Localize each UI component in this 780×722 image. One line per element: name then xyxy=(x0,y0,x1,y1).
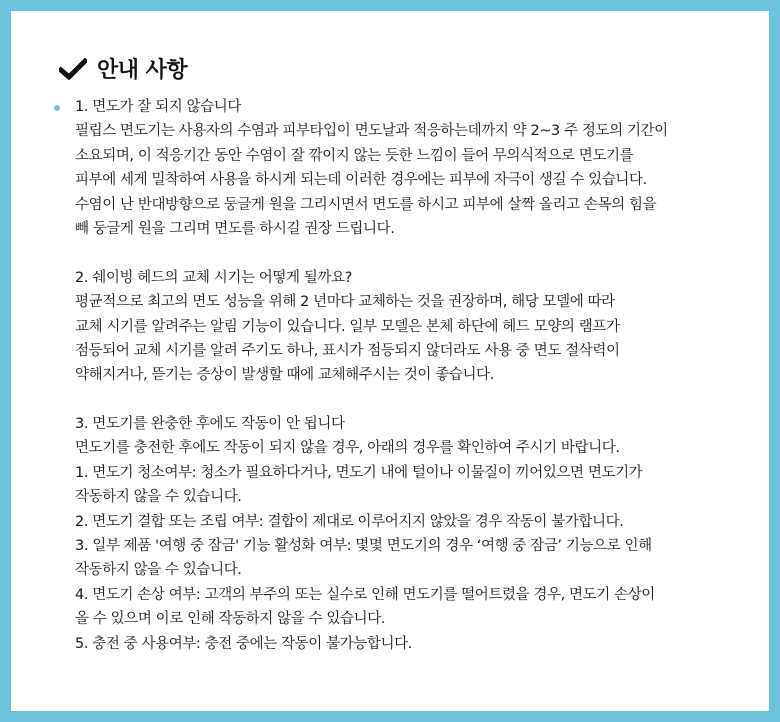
notice-panel xyxy=(11,11,769,711)
faq-answer-line: 면도기를 충전한 후에도 작동이 되지 않을 경우, 아래의 경우를 확인하여 주시기 바랍니다. xyxy=(75,440,620,457)
checkmark-icon xyxy=(59,58,87,80)
faq-question-1: 1. 면도가 잘 되지 않습니다 xyxy=(75,99,241,115)
faq-answer-line: 필립스 면도기는 사용자의 수염과 피부타입이 면도날과 적응하는데까지 약 2~3 주 정도의 기간이 xyxy=(75,123,668,140)
faq-answer-line: 작동하지 않을 수 있습니다. xyxy=(75,562,242,579)
faq-answer-line: 피부에 세게 밀착하여 사용을 하시게 되는데 이러한 경우에는 피부에 자극이 생길 수 있습니다. xyxy=(75,172,647,189)
faq-question-2: 2. 쉐이빙 헤드의 교체 시기는 어떻게 될까요? xyxy=(75,269,352,286)
faq-answer-line: 평균적으로 최고의 면도 성능을 위해 2 년마다 교체하는 것을 권장하며, 해당 모델에 따라 xyxy=(75,294,615,311)
faq-answer-line: 소요되며, 이 적응기간 동안 수염이 잘 깎이지 않는 듯한 느낌이 들어 무의식적으로 면도기를 xyxy=(75,147,634,164)
faq-answer-line: 교체 시기를 알려주는 알림 기능이 있습니다. 일부 모델은 본체 하단에 헤드 모양의 램프가 xyxy=(75,318,620,335)
faq-question-3: 3. 면도기를 완충한 후에도 작동이 안 됩니다 xyxy=(75,416,345,433)
faq-answer-line: 4. 면도기 손상 여부: 고객의 부주의 또는 실수로 인해 면도기를 떨어트렸을 경우, 면도기 손상이 xyxy=(75,586,655,603)
faq-answer-line: 올 수 있으며 이로 인해 작동하지 않을 수 있습니다. xyxy=(75,611,386,628)
section-spacer xyxy=(75,241,765,265)
faq-answer-line: 점등되어 교체 시기를 알려 주기도 하나, 표시가 점등되지 않더라도 사용 중 면도 절삭력이 xyxy=(75,342,620,359)
notice-header xyxy=(59,53,187,84)
faq-answer-line: 1. 면도기 청소여부: 청소가 필요하다거나, 면도기 내에 털이나 이물질이 끼어있으면 면도기가 xyxy=(75,464,643,481)
faq-answer-line: 5. 충전 중 사용여부: 충전 중에는 작동이 불가능합니다. xyxy=(75,635,412,652)
notice-content xyxy=(75,95,765,656)
faq-answer-line: 수염이 난 반대방향으로 둥글게 원을 그리시면서 면도를 하시고 피부에 살짝 올리고 손목의 힘을 xyxy=(75,196,657,213)
faq-answer-line: 2. 면도기 결합 또는 조립 여부: 결합이 제대로 이루어지지 않았을 경우 작동이 불가합니다. xyxy=(75,513,624,530)
faq-answer-line: 빼 둥글게 원을 그리며 면도를 하시길 권장 드립니다. xyxy=(75,220,395,237)
faq-answer-line: 약해지거나, 뜯기는 증상이 발생할 때에 교체해주시는 것이 좋습니다. xyxy=(75,367,494,384)
faq-answer-line: 3. 일부 제품 '여행 중 잠금' 기능 활성화 여부: 몇몇 면도기의 경우 ‘여행 중 잠금’ 기능으로 인해 xyxy=(75,538,652,555)
section-spacer xyxy=(75,388,765,412)
faq-answer-line: 작동하지 않을 수 있습니다. xyxy=(75,489,242,506)
notice-title: 안내 사항 xyxy=(97,58,188,83)
bullet-dot-icon xyxy=(54,105,60,111)
